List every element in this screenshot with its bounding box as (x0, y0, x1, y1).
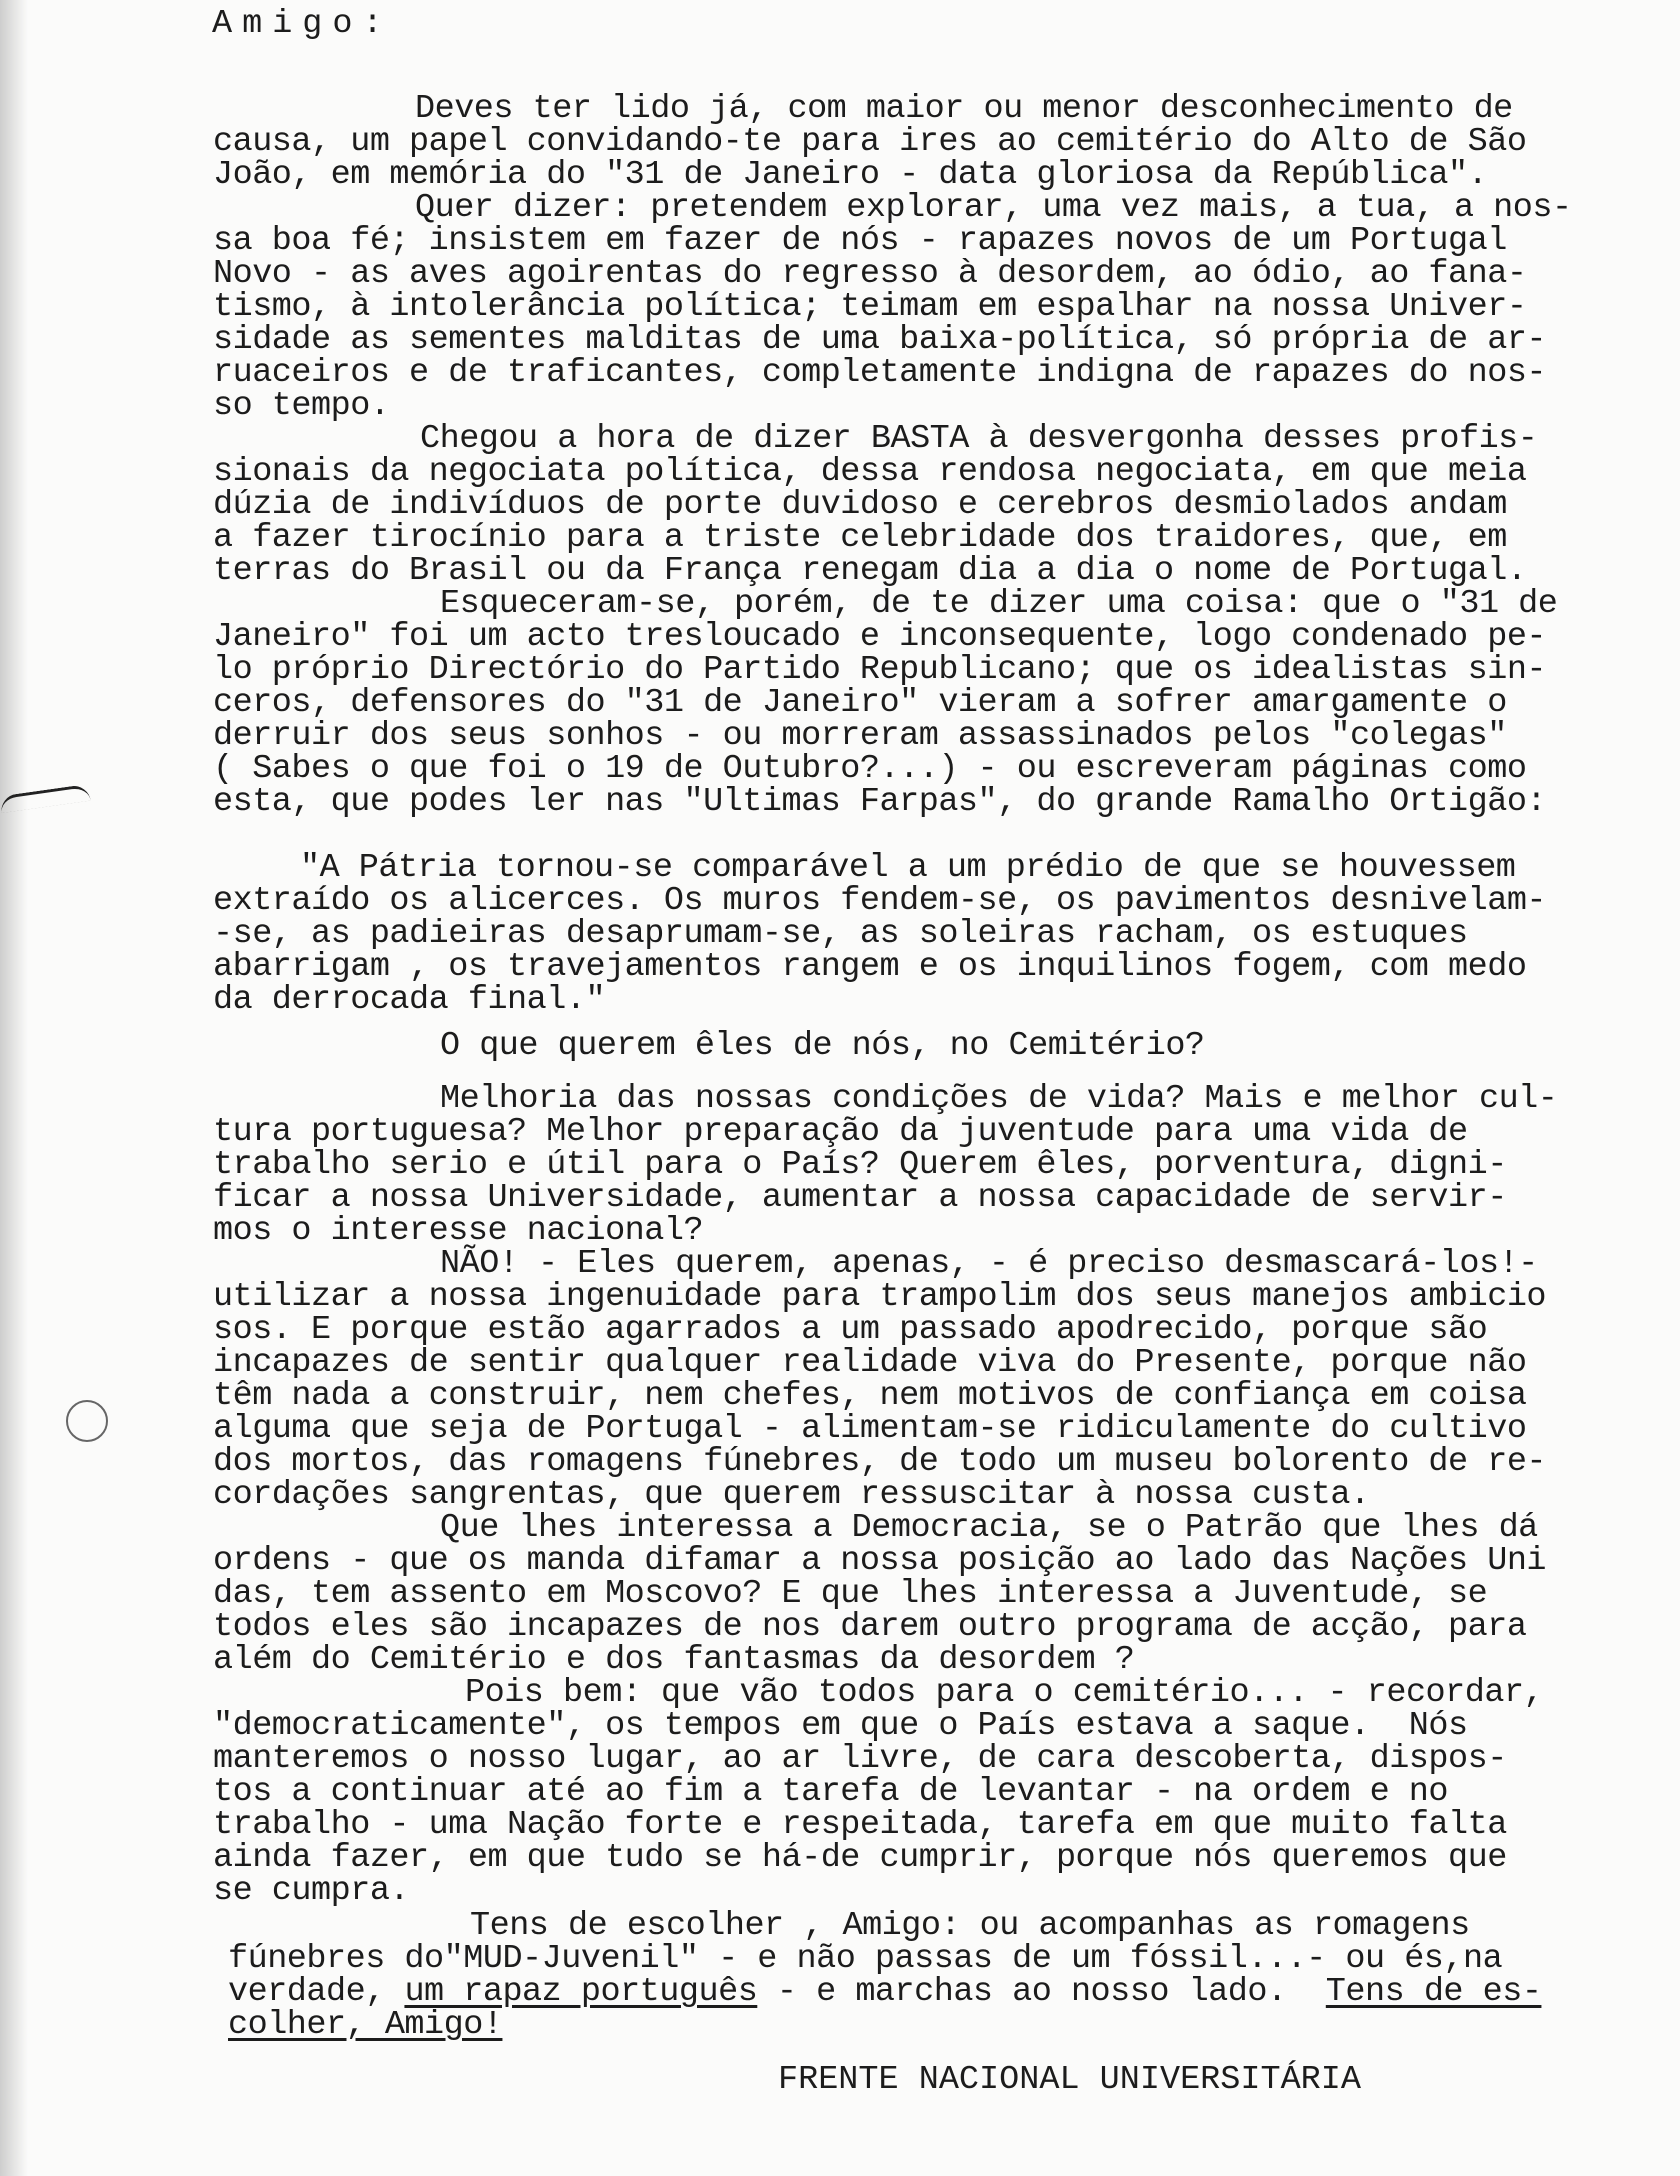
page-edge-shadow (0, 0, 28, 2176)
quote-line: da derrocada final." (213, 981, 606, 1019)
text-line: ruaceiros e de traficantes, completamente indigna de rapazes do nos- (213, 354, 1547, 392)
underlined-phrase: Tens de es- (1325, 1973, 1542, 2011)
quote-line: abarrigam , os travejamentos rangem e os inquilinos fogem, com medo (213, 948, 1527, 986)
text-line: todos eles são incapazes de nos darem outro programa de acção, para (213, 1608, 1527, 1646)
quote-line: -se, as padieiras desaprumam-se, as soleiras racham, os estuques (213, 915, 1468, 953)
text-line: manteremos o nosso lugar, ao ar livre, de cara descoberta, dispos- (213, 1740, 1507, 1778)
text-line: Esqueceram-se, porém, de te dizer uma coisa: que o "31 de (440, 585, 1558, 623)
text-line: alguma que seja de Portugal - alimentam-se ridiculamente do cultivo (213, 1410, 1527, 1448)
text-line: lo próprio Directório do Partido Republicano; que os idealistas sin- (213, 651, 1547, 689)
text-line: Melhoria das nossas condições de vida? Mais e melhor cul- (440, 1080, 1558, 1118)
text-segment: verdade, (228, 1973, 405, 2011)
text-line: Novo - as aves agoirentas do regresso à desordem, ao ódio, ao fana- (213, 255, 1527, 293)
closing-line (228, 1973, 1542, 2011)
text-line: so tempo. (213, 387, 390, 425)
text-line: incapazes de sentir qualquer realidade viva do Presente, porque não (213, 1344, 1527, 1382)
text-line: ainda fazer, em que tudo se há-de cumprir, porque nós queremos que (213, 1839, 1507, 1877)
text-line: João, em memória do "31 de Janeiro - data gloriosa da República". (213, 156, 1488, 194)
text-line: sionais da negociata política, dessa rendosa negociata, em que meia (213, 453, 1527, 491)
text-line: sa boa fé; insistem em fazer de nós - rapazes novos de um Portugal (213, 222, 1507, 260)
text-line: trabalho serio e útil para o País? Querem êles, porventura, digni- (213, 1146, 1507, 1184)
text-line: fúnebres do"MUD-Juvenil" - e não passas de um fóssil...- ou és,na (228, 1940, 1503, 1978)
text-line: ceros, defensores do "31 de Janeiro" vieram a sofrer amargamente o (213, 684, 1507, 722)
text-line: Chegou a hora de dizer BASTA à desvergonha desses profis- (420, 420, 1538, 458)
text-line: ( Sabes o que foi o 19 de Outubro?...) - ou escreveram páginas como (213, 750, 1527, 788)
text-line: das, tem assento em Moscovo? E que lhes interessa a Juventude, se (213, 1575, 1488, 1613)
text-line: trabalho - uma Nação forte e respeitada, tarefa em que muito falta (213, 1806, 1507, 1844)
text-line: têm nada a construir, nem chefes, nem motivos de confiança em coisa (213, 1377, 1527, 1415)
text-line: Tens de escolher , Amigo: ou acompanhas as romagens (470, 1907, 1470, 1945)
text-line: mos o interesse nacional? (213, 1212, 704, 1250)
text-line: ficar a nossa Universidade, aumentar a nossa capacidade de servir- (213, 1179, 1507, 1217)
text-line: além do Cemitério e dos fantasmas da desordem ? (213, 1641, 1135, 1679)
text-line: "democraticamente", os tempos em que o País estava a saque. Nós (213, 1707, 1468, 1745)
text-line: Pois bem: que vão todos para o cemitério... - recordar, (465, 1674, 1544, 1712)
signature: FRENTE NACIONAL UNIVERSITÁRIA (778, 2061, 1361, 2099)
underlined-phrase: colher, Amigo! (228, 2006, 503, 2044)
quote-line: "A Pátria tornou-se comparável a um prédio de que se houvessem (300, 849, 1516, 887)
text-line: tos a continuar até ao fim a tarefa de levantar - na ordem e no (213, 1773, 1449, 1811)
text-line: dúzia de indivíduos de porte duvidoso e cerebros desmiolados andam (213, 486, 1507, 524)
text-line: dos mortos, das romagens fúnebres, de todo um museu bolorento de re- (213, 1443, 1547, 1481)
punch-hole (66, 1400, 108, 1442)
closing-line (228, 2006, 503, 2044)
text-line: derruir dos seus sonhos - ou morreram assassinados pelos "colegas" (213, 717, 1507, 755)
text-line: tura portuguesa? Melhor preparação da juventude para uma vida de (213, 1113, 1468, 1151)
text-line: ordens - que os manda difamar a nossa posição ao lado das Nações Uni (213, 1542, 1547, 1580)
quote-line: extraído os alicerces. Os muros fendem-se, os pavimentos desnivelam- (213, 882, 1547, 920)
text-line: Janeiro" foi um acto tresloucado e inconsequente, logo condenado pe- (213, 618, 1547, 656)
text-line: a fazer tirocínio para a triste celebridade dos traidores, que, em (213, 519, 1507, 557)
text-line: se cumpra. (213, 1872, 410, 1910)
text-line: NÃO! - Eles querem, apenas, - é preciso desmascará-los!- (440, 1245, 1538, 1283)
text-line: sos. E porque estão agarrados a um passado apodrecido, porque são (213, 1311, 1488, 1349)
text-segment: - e marchas ao nosso lado. (757, 1973, 1326, 2011)
text-line: sidade as sementes malditas de uma baixa-política, só própria de ar- (213, 321, 1547, 359)
question-line: O que querem êles de nós, no Cemitério? (440, 1027, 1205, 1065)
text-line: Deves ter lido já, com maior ou menor desconhecimento de (415, 90, 1513, 128)
text-line: Que lhes interessa a Democracia, se o Patrão que lhes dá (440, 1509, 1538, 1547)
text-line: utilizar a nossa ingenuidade para trampolim dos seus manejos ambicio (213, 1278, 1547, 1316)
salutation: Amigo: (212, 5, 393, 43)
text-line: tismo, à intolerância política; teimam em espalhar na nossa Univer- (213, 288, 1527, 326)
text-line: esta, que podes ler nas "Ultimas Farpas", do grande Ramalho Ortigão: (213, 783, 1547, 821)
text-line: causa, um papel convidando-te para ires ao cemitério do Alto de São (213, 123, 1527, 161)
text-line: Quer dizer: pretendem explorar, uma vez mais, a tua, a nos- (415, 189, 1572, 227)
text-line: terras do Brasil ou da França renegam dia a dia o nome de Portugal. (213, 552, 1527, 590)
text-line: cordações sangrentas, que querem ressuscitar à nossa custa. (213, 1476, 1370, 1514)
underlined-phrase: um rapaz português (404, 1973, 758, 2011)
